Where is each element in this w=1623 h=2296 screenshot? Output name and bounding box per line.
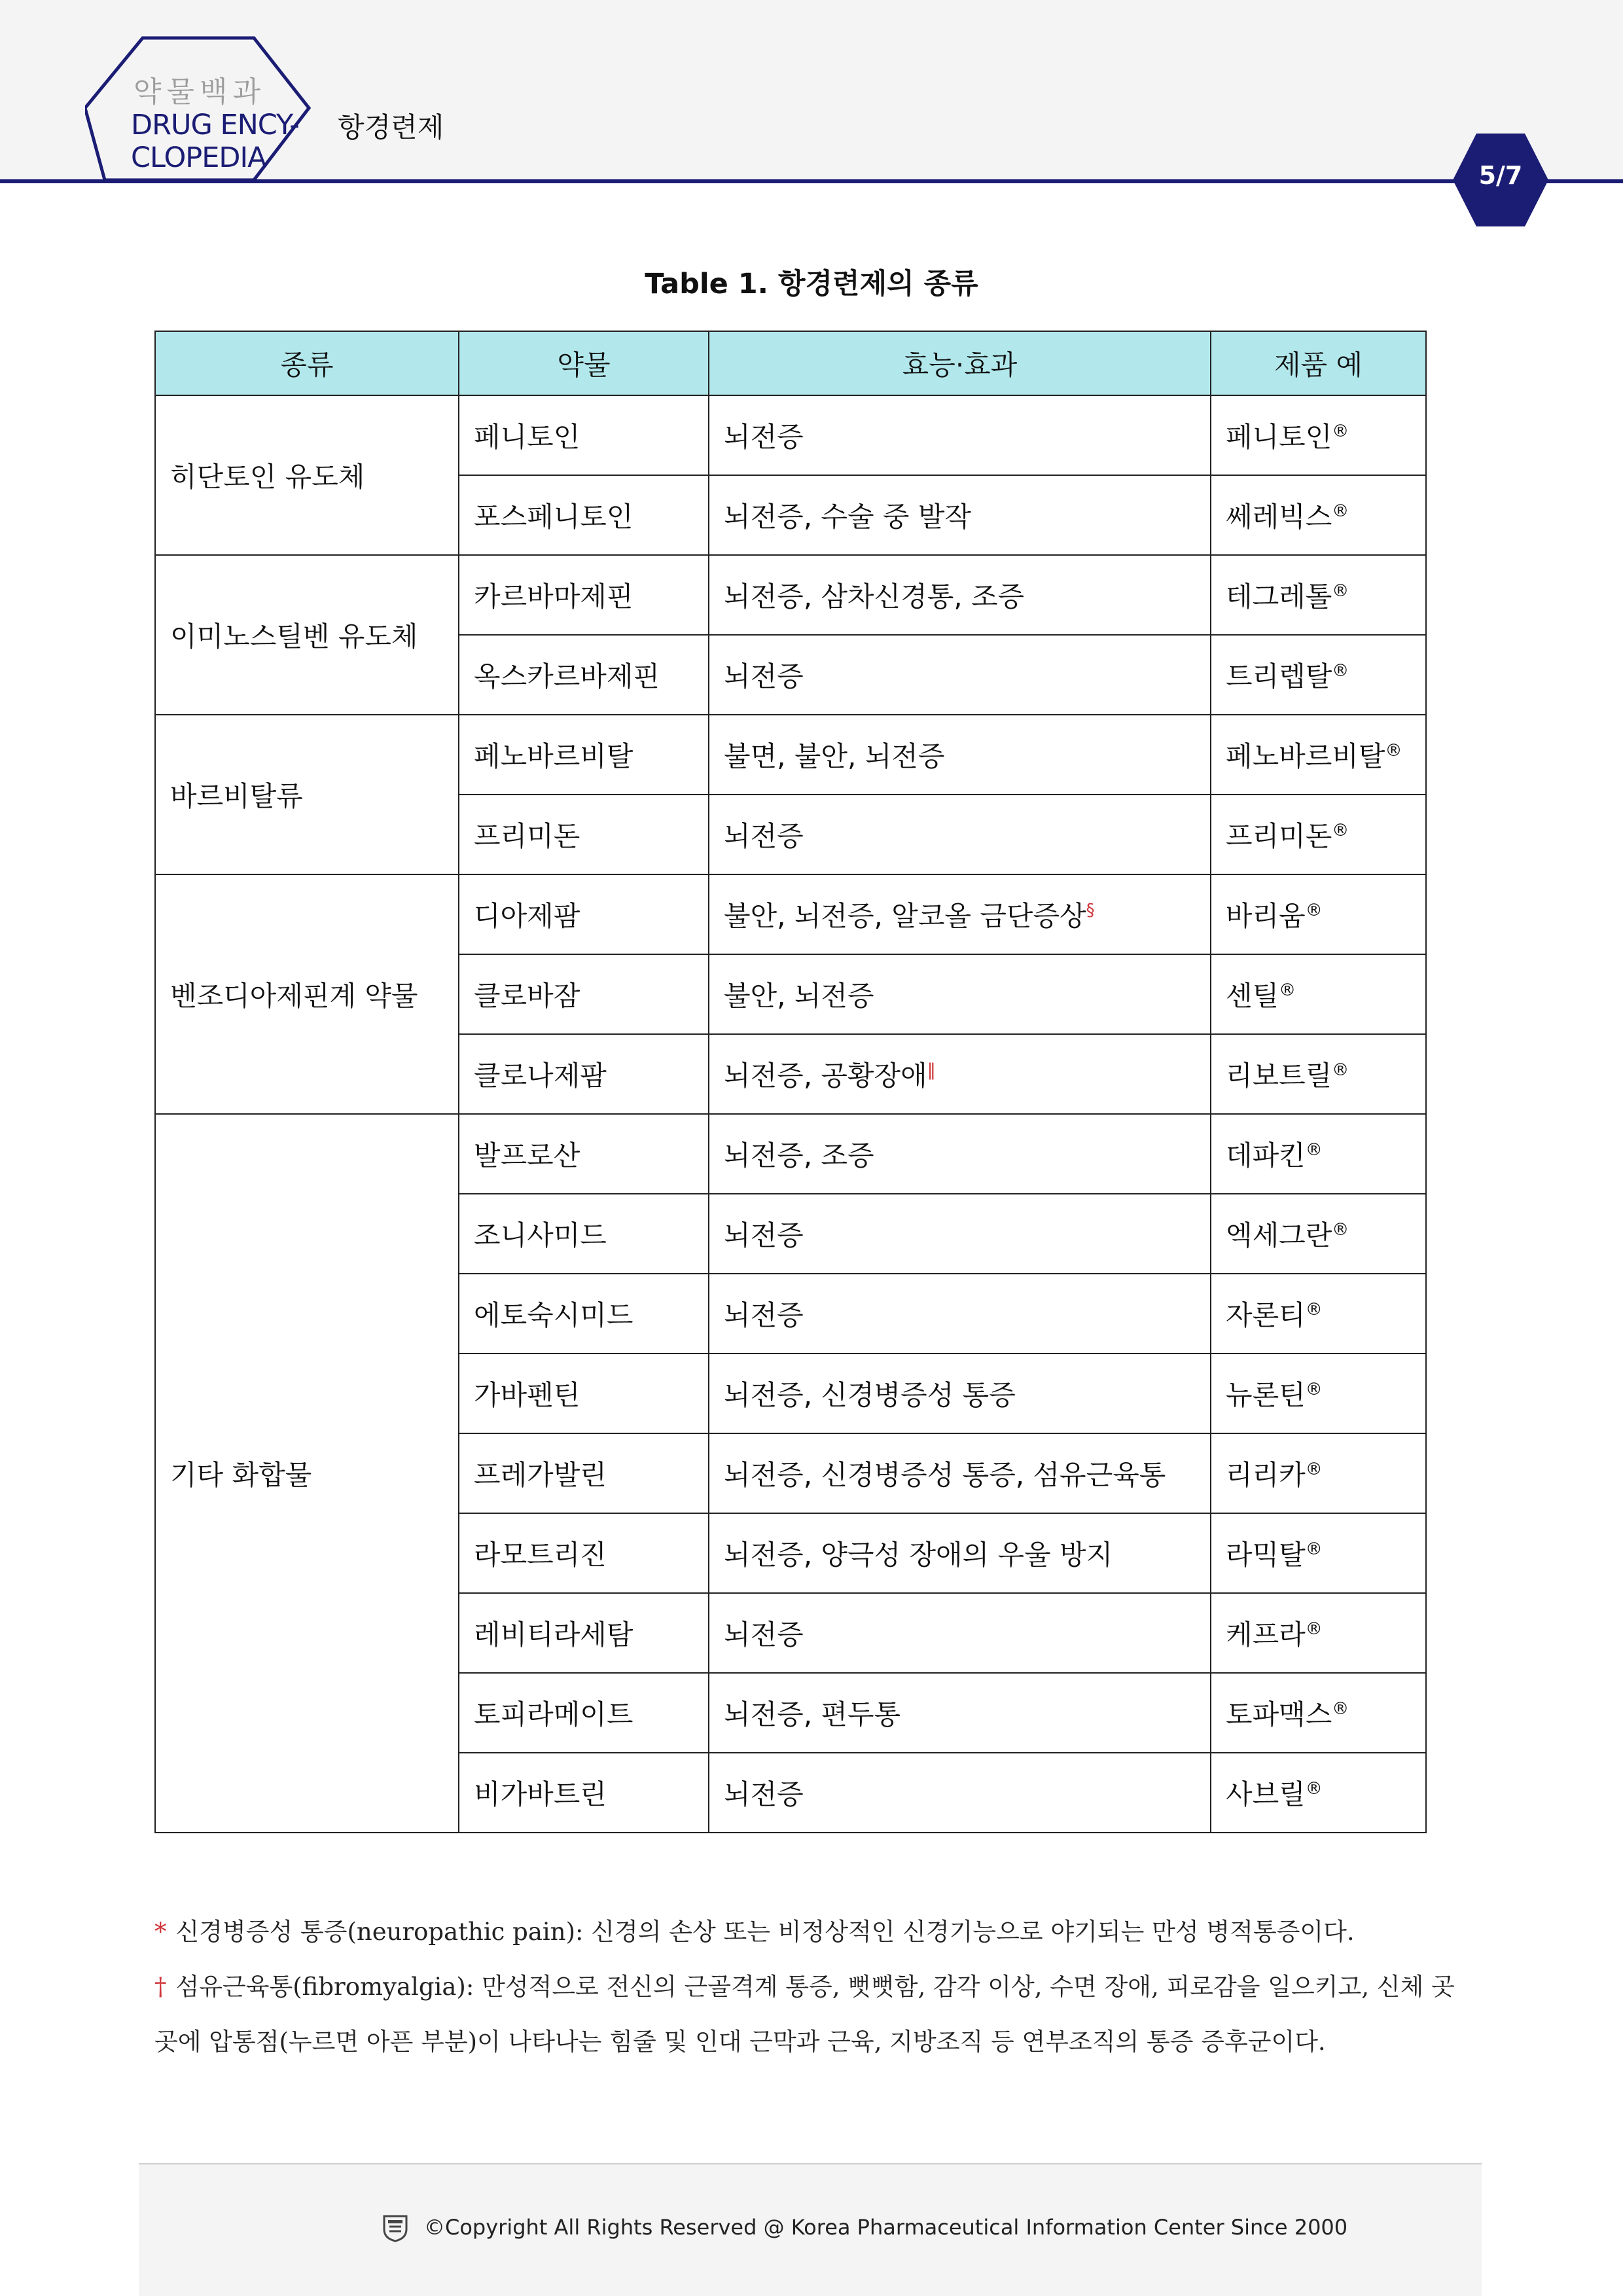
table-caption: Table 1. 항경련제의 종류 <box>645 268 978 300</box>
effect-cell <box>709 1753 1211 1833</box>
effect-text: 뇌전증 <box>724 1219 804 1251</box>
effect-cell <box>709 1274 1211 1354</box>
registered-mark: ® <box>1332 422 1349 441</box>
drug-cell: 디아제팜 <box>459 874 709 954</box>
logo-line-2: CLOPEDIA <box>131 141 266 174</box>
product-cell <box>1211 1194 1426 1274</box>
effect-cell <box>709 475 1211 555</box>
effect-cell <box>709 1034 1211 1114</box>
effect-cell <box>709 1194 1211 1274</box>
drug-cell: 비가바트린 <box>459 1753 709 1833</box>
anticonvulsant-table <box>154 331 1427 1833</box>
product-cell <box>1211 715 1426 795</box>
registered-mark: ® <box>1305 1779 1323 1799</box>
table-body <box>155 395 1426 1833</box>
effect-text: 뇌전증, 수술 중 발작 <box>724 501 971 533</box>
product-name: 페노바르비탈 <box>1226 740 1385 772</box>
effect-text: 뇌전증, 신경병증성 통증 <box>724 1379 1016 1411</box>
effect-text: 뇌전증, 양극성 장애의 우울 방지 <box>724 1539 1113 1571</box>
registered-mark: ® <box>1332 501 1349 521</box>
effect-text: 뇌전증, 조증 <box>724 1139 874 1172</box>
category-cell: 히단토인 유도체 <box>155 395 459 555</box>
drug-cell: 가바펜틴 <box>459 1354 709 1433</box>
effect-text: 뇌전증, 공황장애 <box>724 1060 927 1092</box>
footnote-mark: § <box>1086 901 1095 920</box>
effect-text: 뇌전증 <box>724 1778 804 1810</box>
registered-mark: ® <box>1332 581 1349 601</box>
drug-cell: 클로바잠 <box>459 954 709 1034</box>
column-header-product: 제품 예 <box>1211 331 1426 395</box>
product-name: 사브릴 <box>1226 1778 1306 1810</box>
product-name: 자론티 <box>1226 1299 1306 1331</box>
product-name: 리리카 <box>1226 1459 1306 1491</box>
effect-text: 뇌전증 <box>724 421 804 453</box>
effect-text: 뇌전증 <box>724 660 804 692</box>
registered-mark: ® <box>1305 1140 1323 1160</box>
product-name: 리보트릴 <box>1226 1060 1332 1092</box>
product-cell <box>1211 1274 1426 1354</box>
product-cell <box>1211 1354 1426 1433</box>
product-cell <box>1211 1114 1426 1194</box>
product-name: 쎄레빅스 <box>1226 501 1332 533</box>
kpic-emblem-icon <box>382 2214 408 2242</box>
product-name: 라믹탈 <box>1226 1539 1306 1571</box>
footnotes <box>154 1905 1470 2070</box>
category-cell: 이미노스틸벤 유도체 <box>155 555 459 715</box>
drug-cell: 조니사미드 <box>459 1194 709 1274</box>
product-name: 테그레톨 <box>1226 581 1332 613</box>
product-name: 페니토인 <box>1226 421 1332 453</box>
drug-cell: 카르바마제핀 <box>459 555 709 635</box>
drug-cell: 프레가발린 <box>459 1433 709 1513</box>
product-cell <box>1211 954 1426 1034</box>
footnote-text: 섬유근육통(fibromyalgia): 만성적으로 전신의 근골격계 통증, 뻣뻣함, 감각 이상, 수면 장애, 피로감을 일으키고, 신체 곳곳에 압통점(누르면 아픈 부분)이 나타나는 힘줄 및 인대 근막과 근육, 지방조직 등 연부조직의 통증 증후군이다. <box>154 1973 1455 2056</box>
effect-text: 뇌전증, 신경병증성 통증, 섬유근육통 <box>724 1459 1166 1491</box>
table-row <box>155 715 1426 795</box>
product-cell <box>1211 1034 1426 1114</box>
product-cell <box>1211 1513 1426 1593</box>
registered-mark: ® <box>1332 1699 1349 1719</box>
product-name: 바리움 <box>1226 900 1306 932</box>
drug-cell: 프리미돈 <box>459 795 709 874</box>
registered-mark: ® <box>1305 1539 1323 1559</box>
table-header-row <box>155 331 1426 395</box>
table-row <box>155 555 1426 635</box>
product-cell <box>1211 1673 1426 1753</box>
registered-mark: ® <box>1279 980 1296 1000</box>
footnote-mark: ‖ <box>927 1060 936 1080</box>
drug-cell: 발프로산 <box>459 1114 709 1194</box>
effect-cell <box>709 795 1211 874</box>
product-name: 엑세그란 <box>1226 1219 1332 1251</box>
logo-text-english <box>131 109 299 174</box>
header-divider <box>0 179 1623 183</box>
product-name: 데파킨 <box>1226 1139 1306 1172</box>
product-name: 케프라 <box>1226 1619 1306 1651</box>
table-row <box>155 395 1426 475</box>
document-title: 항경련제 <box>338 111 444 143</box>
effect-cell <box>709 1673 1211 1753</box>
product-name: 트리렙탈 <box>1226 660 1332 692</box>
effect-text: 불안, 뇌전증 <box>724 980 874 1012</box>
drug-cell: 옥스카르바제핀 <box>459 635 709 715</box>
effect-cell <box>709 954 1211 1034</box>
logo-text-korean: 약물백과 <box>134 75 266 109</box>
drug-cell: 레비티라세탐 <box>459 1593 709 1673</box>
product-cell <box>1211 475 1426 555</box>
product-cell <box>1211 395 1426 475</box>
effect-cell <box>709 1433 1211 1513</box>
logo-line-1: DRUG ENCY- <box>131 109 299 141</box>
effect-cell <box>709 395 1211 475</box>
footnote-symbol: * <box>154 1918 167 1946</box>
category-cell: 기타 화합물 <box>155 1114 459 1833</box>
registered-mark: ® <box>1305 901 1323 920</box>
drug-cell: 에토숙시미드 <box>459 1274 709 1354</box>
effect-cell <box>709 1513 1211 1593</box>
footnote-text: 신경병증성 통증(neuropathic pain): 신경의 손상 또는 비정상적인 신경기능으로 야기되는 만성 병적통증이다. <box>175 1918 1355 1946</box>
registered-mark: ® <box>1332 1060 1349 1080</box>
category-cell: 바르비탈류 <box>155 715 459 874</box>
footnote-fibromyalgia <box>154 1960 1470 2070</box>
registered-mark: ® <box>1385 741 1402 761</box>
effect-cell <box>709 874 1211 954</box>
drug-cell: 클로나제팜 <box>459 1034 709 1114</box>
page-number: 5/7 <box>1478 161 1523 190</box>
product-name: 프리미돈 <box>1226 820 1332 852</box>
effect-cell <box>709 1593 1211 1673</box>
drug-cell: 페니토인 <box>459 395 709 475</box>
product-cell <box>1211 1433 1426 1513</box>
registered-mark: ® <box>1332 1220 1349 1240</box>
product-cell <box>1211 874 1426 954</box>
footnote-neuropathic-pain <box>154 1905 1470 1960</box>
product-cell <box>1211 795 1426 874</box>
footnote-symbol: † <box>154 1973 167 2001</box>
effect-cell <box>709 1354 1211 1433</box>
column-header-effect: 효능·효과 <box>709 331 1211 395</box>
registered-mark: ® <box>1305 1380 1323 1399</box>
registered-mark: ® <box>1305 1300 1323 1319</box>
drug-cell: 토피라메이트 <box>459 1673 709 1753</box>
drug-cell: 포스페니토인 <box>459 475 709 555</box>
effect-text: 불면, 불안, 뇌전증 <box>724 740 945 772</box>
table-row <box>155 874 1426 954</box>
effect-text: 뇌전증 <box>724 1299 804 1331</box>
product-name: 센틸 <box>1226 980 1279 1012</box>
product-name: 토파맥스 <box>1226 1698 1332 1731</box>
product-name: 뉴론틴 <box>1226 1379 1306 1411</box>
table-row <box>155 1114 1426 1194</box>
registered-mark: ® <box>1332 661 1349 681</box>
registered-mark: ® <box>1305 1619 1323 1639</box>
product-cell <box>1211 635 1426 715</box>
column-header-category: 종류 <box>155 331 459 395</box>
effect-text: 뇌전증 <box>724 820 804 852</box>
drug-cell: 페노바르비탈 <box>459 715 709 795</box>
effect-text: 뇌전증, 삼차신경통, 조증 <box>724 581 1025 613</box>
effect-text: 뇌전증, 편두통 <box>724 1698 901 1731</box>
effect-cell <box>709 1114 1211 1194</box>
effect-cell <box>709 635 1211 715</box>
product-cell <box>1211 1753 1426 1833</box>
product-cell <box>1211 555 1426 635</box>
registered-mark: ® <box>1305 1460 1323 1479</box>
product-cell <box>1211 1593 1426 1673</box>
drug-cell: 라모트리진 <box>459 1513 709 1593</box>
copyright-text: ©Copyright All Rights Reserved @ Korea Pharmaceutical Information Center Since 2000 <box>424 2215 1348 2240</box>
effect-text: 뇌전증 <box>724 1619 804 1651</box>
effect-cell <box>709 715 1211 795</box>
category-cell: 벤조디아제핀계 약물 <box>155 874 459 1114</box>
effect-cell <box>709 555 1211 635</box>
registered-mark: ® <box>1332 821 1349 840</box>
column-header-drug: 약물 <box>459 331 709 395</box>
effect-text: 불안, 뇌전증, 알코올 금단증상 <box>724 900 1086 932</box>
